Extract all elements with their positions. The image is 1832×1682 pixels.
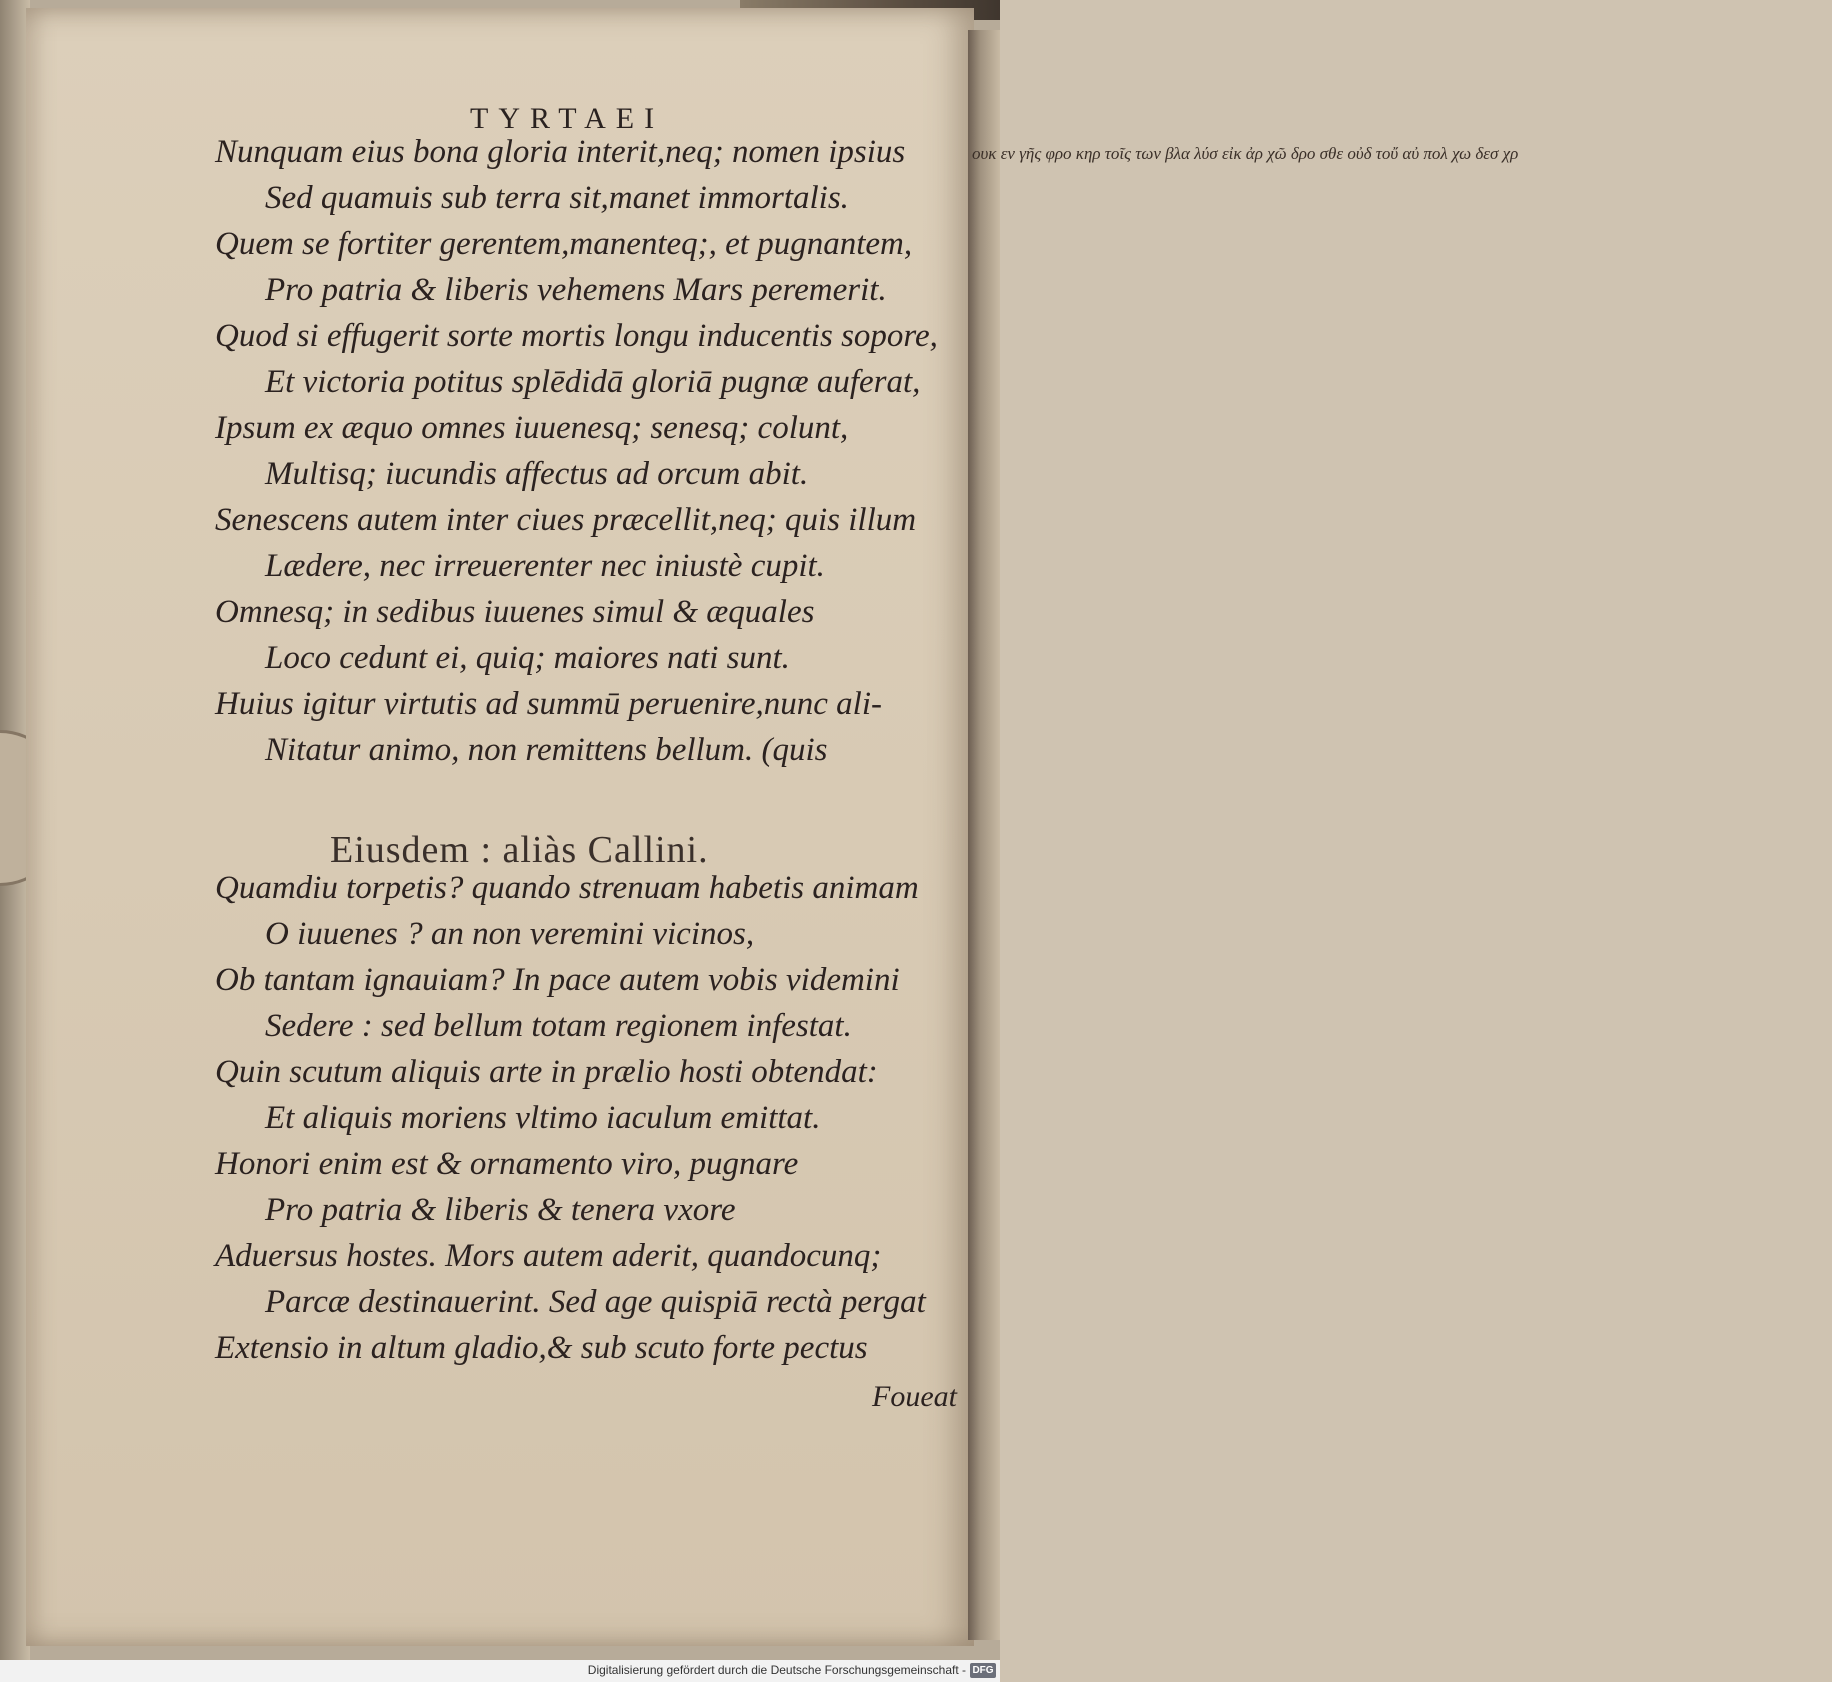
verse-line: Ipsum ex æquo omnes iuuenesq; senesq; colunt,	[215, 410, 849, 446]
section-heading: Eiusdem : aliàs Callini.	[330, 829, 709, 871]
verse-line: Quem se fortiter gerentem,manenteq;, et pugnantem,	[215, 226, 913, 262]
verse-line: Sedere : sed bellum totam regionem infestat.	[265, 1008, 852, 1044]
verse-line: Nunquam eius bona gloria interit,neq; nomen ipsius	[215, 134, 906, 170]
verse-line: Pro patria & liberis & tenera vxore	[265, 1192, 736, 1228]
verse-line: Nitatur animo, non remittens bellum. (quis	[265, 732, 828, 768]
verse-line: Et aliquis moriens vltimo iaculum emittat.	[265, 1100, 821, 1136]
running-header: TYRTAEI	[470, 102, 665, 135]
verse-line: Parcæ destinauerint. Sed age quispiā rectà pergat	[265, 1284, 926, 1320]
verse-line: Extensio in altum gladio,& sub scuto forte pectus	[215, 1330, 868, 1366]
verse-line: Multisq; iucundis affectus ad orcum abit.	[265, 456, 809, 492]
footer-bar	[0, 1660, 1000, 1682]
verse-line: Sed quamuis sub terra sit,manet immortalis.	[265, 180, 849, 216]
verse-line: Ob tantam ignauiam? In pace autem vobis videmini	[215, 962, 900, 998]
verse-line: Et victoria potitus splēdidā gloriā pugnæ auferat,	[265, 364, 921, 400]
catchword: Foueat	[872, 1380, 957, 1413]
verse-line: Senescens autem inter ciues præcellit,neq; quis illum	[215, 502, 917, 538]
verse-line: Aduersus hostes. Mors autem aderit, quandocunq;	[215, 1238, 882, 1274]
verse-line: Pro patria & liberis vehemens Mars peremerit.	[265, 272, 887, 308]
verse-line: Honori enim est & ornamento viro, pugnare	[215, 1146, 799, 1182]
footer-credit: Digitalisierung gefördert durch die Deutsche Forschungsgemeinschaft -	[587, 1663, 966, 1677]
verse-line: Lædere, nec irreuerenter nec iniustè cupit.	[265, 548, 825, 584]
verse-line: Loco cedunt ei, quiq; maiores nati sunt.	[265, 640, 790, 676]
verse-line: Quin scutum aliquis arte in prælio hosti obtendat:	[215, 1054, 878, 1090]
verse-line: Quamdiu torpetis? quando strenuam habetis animam	[215, 870, 919, 906]
dfg-logo[interactable]: DFG	[970, 1663, 996, 1678]
facing-page-fragment: ουκ εν γῆς φρο κηρ τοῖς των βλα λύσ εἰκ ἀρ χῶ δρο σθε οὐδ τοὔ αὐ πολ χω δεσ χρ	[972, 144, 1519, 163]
verse-line: Omnesq; in sedibus iuuenes simul & æquales	[215, 594, 815, 630]
verse-line: O iuuenes ? an non veremini vicinos,	[265, 916, 755, 952]
verse-line: Huius igitur virtutis ad summū peruenire,nunc ali-	[215, 686, 882, 722]
verse-line: Quod si effugerit sorte mortis longu inducentis sopore,	[215, 318, 938, 354]
